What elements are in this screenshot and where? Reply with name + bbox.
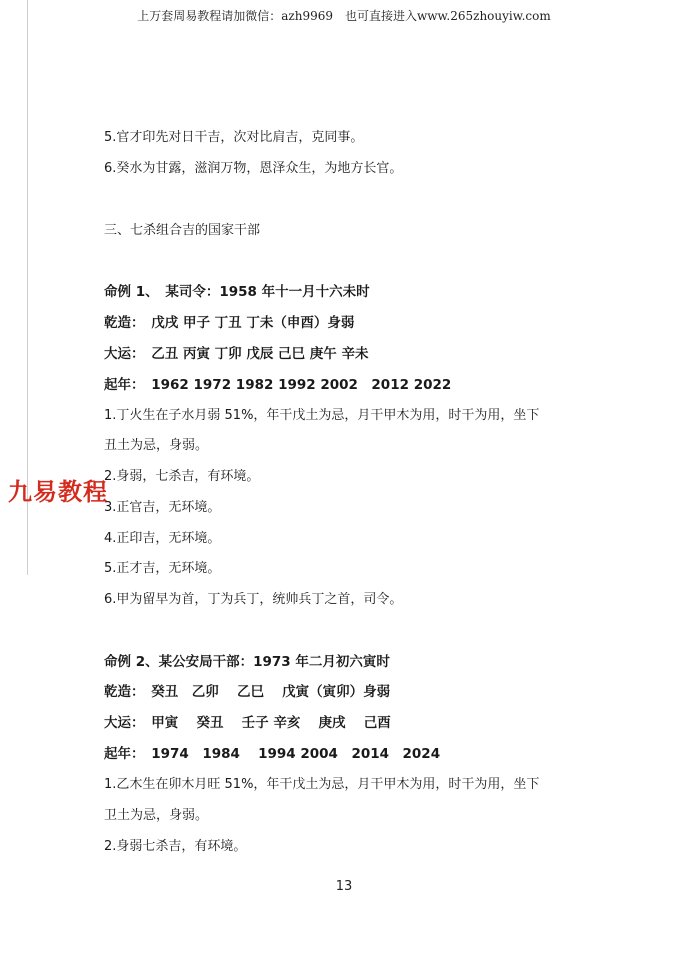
text-line: 1.丁火生在子水月弱 51%，年干戊土为忌，月干甲木为用，时干为用，坐下 [104,408,540,423]
text-line: 1.乙木生在卯木月旺 51%，年干戊土为忌，月干甲木为用，时干为用，坐下 [104,777,540,792]
chart-line-qinian: 起年： 1962 1972 1982 1992 2002 2012 2022 [104,377,452,393]
text-line: 丑土为忌，身弱。 [104,438,209,453]
chart-line-qianzao: 乾造： 癸丑 乙卯 乙巳 戊寅（寅卯）身弱 [104,684,391,700]
text-line: 4.正印吉，无环境。 [104,531,221,546]
text-line: 6.甲为留早为首，丁为兵丁，统帅兵丁之首，司令。 [104,592,403,607]
chart-line-qinian: 起年： 1974 1984 1994 2004 2014 2024 [104,746,441,762]
page-header: 上万套周易教程请加微信：azh9969 也可直接进入www.265zhouyiw.com [137,9,551,23]
watermark-logo: 九易教程 [8,478,108,506]
section-heading: 三、七杀组合吉的国家干部 [104,223,261,238]
case-title: 命例 1、 某司令：1958 年十一月十六未时 [104,284,370,300]
chart-line-dayun: 大运： 乙丑 丙寅 丁卯 戊辰 己巳 庚午 辛未 [104,346,369,362]
text-line: 5.官才印先对日干吉，次对比肩吉，克同事。 [104,130,364,145]
chart-line-qianzao: 乾造： 戊戌 甲子 丁丑 丁未（申酉）身弱 [104,315,355,331]
chart-line-dayun: 大运： 甲寅 癸丑 壬子 辛亥 庚戌 己酉 [104,715,391,731]
text-line: 卫土为忌，身弱。 [104,808,209,823]
text-line: 6.癸水为甘露，滋润万物，恩泽众生，为地方长官。 [104,161,403,176]
text-line: 3.正官吉，无环境。 [104,500,221,515]
case-title: 命例 2、某公安局干部：1973 年二月初六寅时 [104,654,390,670]
page-number: 13 [335,879,353,894]
text-line: 2.身弱七杀吉，有环境。 [104,839,247,854]
text-line: 5.正才吉，无环境。 [104,561,221,576]
text-line: 2.身弱，七杀吉，有环境。 [104,469,260,484]
